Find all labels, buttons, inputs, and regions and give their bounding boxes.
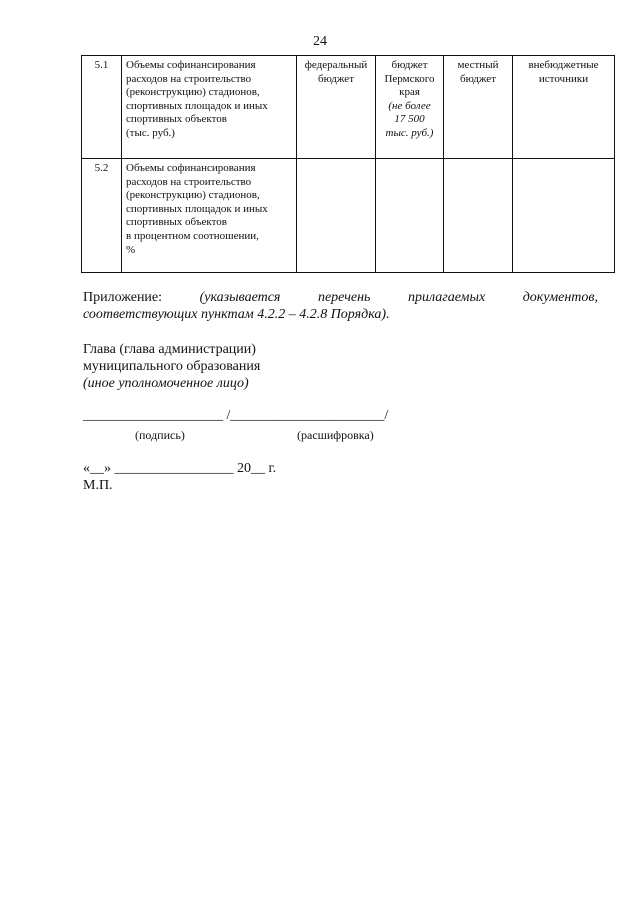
appendix-line-2: соответствующих пунктам 4.2.2 – 4.2.8 Порядка). bbox=[83, 307, 390, 322]
extrabudgetary-header bbox=[513, 56, 615, 159]
header-line: федеральный bbox=[304, 59, 368, 71]
federal-budget-header bbox=[297, 56, 376, 159]
appendix-word: (указывается bbox=[199, 290, 281, 305]
desc-line: расходов на строительство bbox=[126, 175, 252, 188]
appendix-paragraph bbox=[83, 289, 598, 323]
stamp-label: М.П. bbox=[83, 478, 113, 493]
local-budget-header bbox=[444, 56, 513, 159]
desc-line: расходов на строительство bbox=[126, 72, 252, 85]
limit-note: (не более bbox=[388, 99, 431, 112]
page-number: 24 bbox=[313, 34, 327, 49]
desc-line: спортивных площадок и иных bbox=[126, 99, 268, 112]
appendix-word: перечень bbox=[317, 290, 371, 305]
desc-line: спортивных объектов bbox=[126, 113, 227, 126]
federal-budget-cell bbox=[297, 159, 376, 273]
header-line: края bbox=[399, 86, 420, 99]
appendix-word: документов, bbox=[522, 290, 598, 305]
table-row bbox=[82, 159, 615, 273]
header-line: внебюджетные bbox=[528, 59, 599, 71]
desc-line: (реконструкцию) стадионов, bbox=[126, 189, 260, 202]
perm-budget-cell bbox=[376, 159, 444, 273]
desc-line: % bbox=[126, 243, 136, 256]
budget-table bbox=[81, 55, 615, 273]
header-line: бюджет bbox=[460, 72, 496, 85]
perm-budget-header bbox=[376, 56, 444, 159]
local-budget-cell bbox=[444, 159, 513, 273]
header-line: Пермского bbox=[384, 72, 435, 85]
row-description bbox=[122, 159, 297, 273]
limit-note: тыс. руб.) bbox=[385, 126, 434, 139]
signatory-org: муниципального образования bbox=[83, 359, 261, 374]
header-line: бюджет bbox=[391, 59, 428, 71]
desc-line: в процентном соотношении, bbox=[126, 229, 259, 242]
table-row bbox=[82, 56, 615, 159]
signatory-block bbox=[83, 341, 260, 392]
row-description bbox=[122, 56, 297, 159]
desc-line: (тыс. руб.) bbox=[126, 126, 175, 139]
desc-line: спортивных объектов bbox=[126, 216, 227, 229]
signature-line: ____________________ /______________________/ bbox=[83, 408, 389, 423]
row-number: 5.2 bbox=[82, 159, 122, 273]
header-line: источники bbox=[538, 72, 589, 85]
appendix-label: Приложение: bbox=[83, 290, 163, 305]
extrabudgetary-cell bbox=[513, 159, 615, 273]
desc-line: Объемы софинансирования bbox=[126, 162, 256, 174]
signature-label: (подпись) bbox=[135, 428, 185, 442]
limit-note: 17 500 bbox=[394, 113, 425, 126]
desc-line: спортивных площадок и иных bbox=[126, 202, 268, 215]
desc-line: Объемы софинансирования bbox=[126, 59, 256, 71]
date-line: «__» _________________ 20__ г. bbox=[83, 461, 277, 476]
appendix-word: прилагаемых bbox=[407, 290, 486, 305]
row-number: 5.1 bbox=[82, 56, 122, 159]
header-line: бюджет bbox=[318, 72, 354, 85]
header-line: местный bbox=[457, 59, 499, 71]
signatory-alt: (иное уполномоченное лицо) bbox=[83, 376, 249, 391]
decoding-label: (расшифровка) bbox=[297, 428, 374, 442]
signatory-title: Глава (глава администрации) bbox=[83, 342, 256, 357]
desc-line: (реконструкцию) стадионов, bbox=[126, 86, 260, 99]
